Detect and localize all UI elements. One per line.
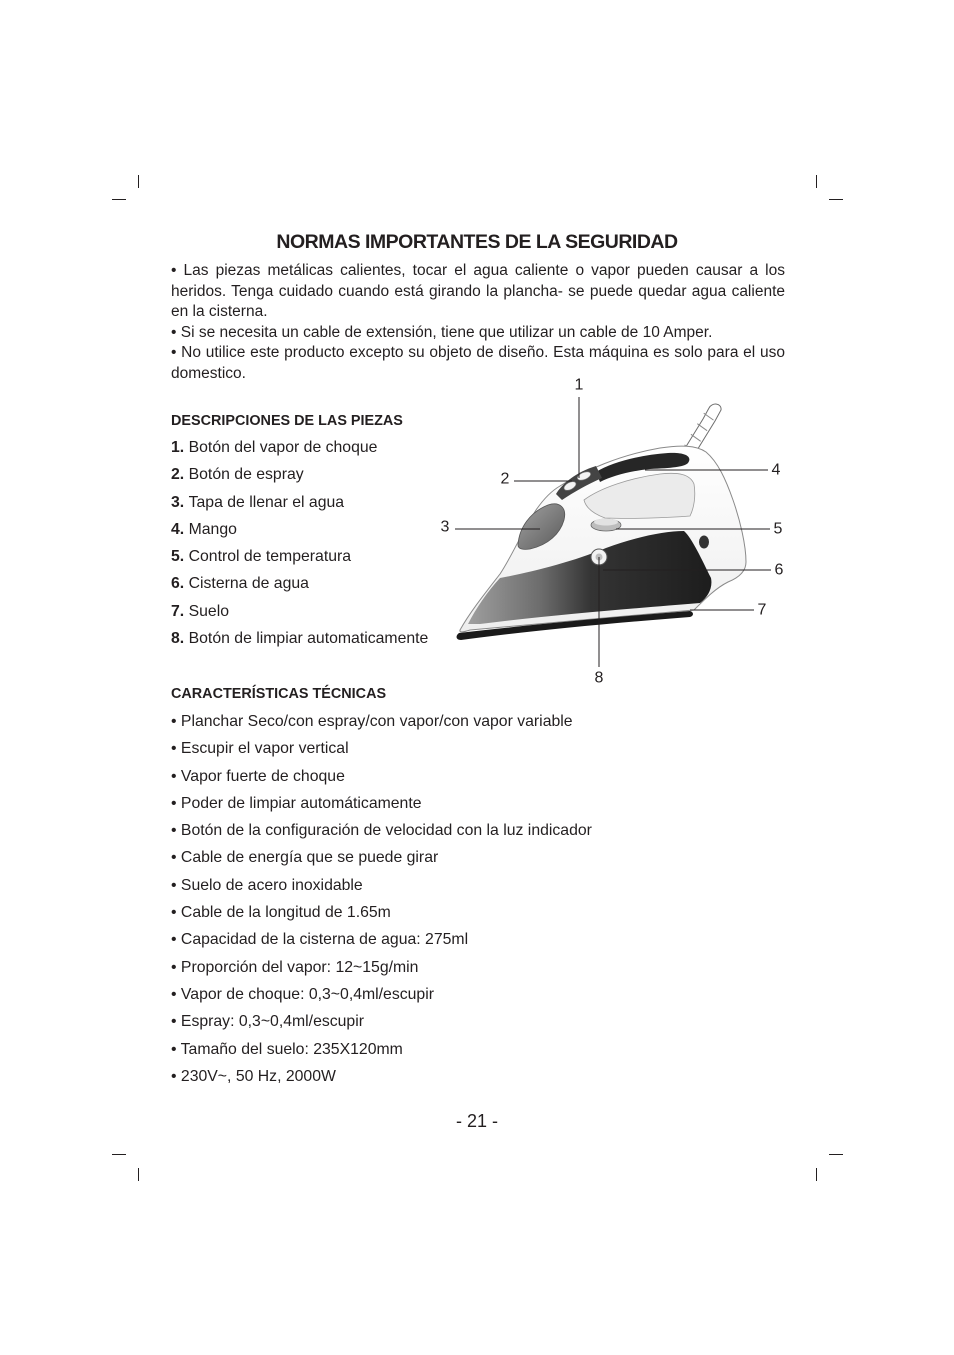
part-label: Suelo (188, 602, 230, 620)
specs-heading: CARACTERÍSTICAS TÉCNICAS (171, 686, 387, 702)
part-item (171, 516, 428, 543)
callout-number-5: 5 (773, 520, 783, 538)
part-item (171, 543, 428, 570)
part-label: Botón de limpiar automaticamente (188, 630, 429, 648)
crop-mark-top-right-vertical (816, 175, 817, 188)
safety-paragraph: • Las piezas metálicas calientes, tocar el agua caliente o vapor pueden causar a los heridos. Tenga cuidado cuando está girando la plancha- se puede quedar agua caliente en la cisterna. (171, 262, 785, 320)
part-number: 6. (171, 575, 185, 593)
crop-mark-bottom-left-vertical (138, 1168, 139, 1181)
part-label: Control de temperatura (188, 548, 352, 566)
crop-mark-top-left-horizontal (112, 199, 126, 200)
parts-heading: DESCRIPCIONES DE LAS PIEZAS (171, 413, 403, 429)
part-item (171, 434, 428, 461)
spec-item: • Vapor de choque: 0,3~0,4ml/escupir (171, 985, 434, 1003)
callout-number-4: 4 (771, 461, 781, 479)
spec-item: • Botón de la configuración de velocidad con la luz indicador (171, 822, 592, 840)
part-label: Botón de espray (188, 466, 304, 484)
part-item (171, 570, 428, 597)
iron-illustration (430, 370, 800, 690)
temperature-dial-top (594, 519, 618, 526)
specs-list (171, 708, 592, 1090)
part-number: 7. (171, 602, 185, 620)
part-number: 2. (171, 466, 185, 484)
callout-number-7: 7 (757, 601, 767, 619)
crop-mark-top-left-vertical (138, 175, 139, 188)
parts-list (171, 434, 428, 652)
spec-item: • Suelo de acero inoxidable (171, 876, 363, 894)
part-item (171, 625, 428, 652)
part-number: 1. (171, 439, 185, 456)
rear-indicator-button (699, 536, 709, 549)
crop-mark-bottom-right-horizontal (829, 1154, 843, 1155)
spec-item: • 230V~, 50 Hz, 2000W (171, 1067, 336, 1085)
spec-item: • Proporción del vapor: 12~15g/min (171, 958, 419, 976)
part-label: Cisterna de agua (188, 575, 309, 593)
spec-item: • Planchar Seco/con espray/con vapor/con vapor variable (171, 713, 573, 730)
spec-item: • Tamaño del suelo: 235X120mm (171, 1040, 403, 1058)
callout-number-2: 2 (500, 470, 510, 488)
crop-mark-top-right-horizontal (829, 199, 843, 200)
spec-item: • Espray: 0,3~0,4ml/escupir (171, 1013, 364, 1031)
callout-number-1: 1 (574, 376, 584, 394)
spec-item: • Poder de limpiar automáticamente (171, 794, 422, 812)
spec-item: • Cable de la longitud de 1.65m (171, 904, 391, 922)
spec-item: • Escupir el vapor vertical (171, 740, 349, 758)
callout-number-6: 6 (774, 561, 784, 579)
safety-paragraph: • Si se necesita un cable de extensión, tiene que utilizar un cable de 10 Amper. (171, 323, 713, 341)
part-item (171, 461, 428, 488)
safety-notes (171, 261, 785, 384)
page-title: NORMAS IMPORTANTES DE LA SEGURIDAD (276, 231, 678, 253)
part-label: Mango (188, 520, 237, 538)
part-number: 5. (171, 548, 185, 566)
crop-mark-bottom-left-horizontal (112, 1154, 126, 1155)
page-number: - 21 - (455, 1111, 498, 1131)
part-item (171, 598, 428, 625)
callout-number-8: 8 (594, 669, 604, 687)
spec-item: • Cable de energía que se puede girar (171, 849, 439, 867)
part-label: Tapa de llenar el agua (188, 493, 345, 511)
spec-item: • Vapor fuerte de choque (171, 767, 345, 785)
callout-number-3: 3 (440, 518, 450, 536)
part-label: Botón del vapor de choque (188, 439, 378, 456)
part-number: 3. (171, 493, 185, 511)
safety-paragraph: • No utilice este producto excepto su objeto de diseño. Esta máquina es solo para el uso domestico. (171, 344, 785, 382)
crop-mark-bottom-right-vertical (816, 1168, 817, 1181)
spec-item: • Capacidad de la cisterna de agua: 275ml (171, 931, 469, 949)
part-item (171, 489, 428, 516)
part-number: 4. (171, 520, 185, 538)
part-number: 8. (171, 630, 185, 648)
